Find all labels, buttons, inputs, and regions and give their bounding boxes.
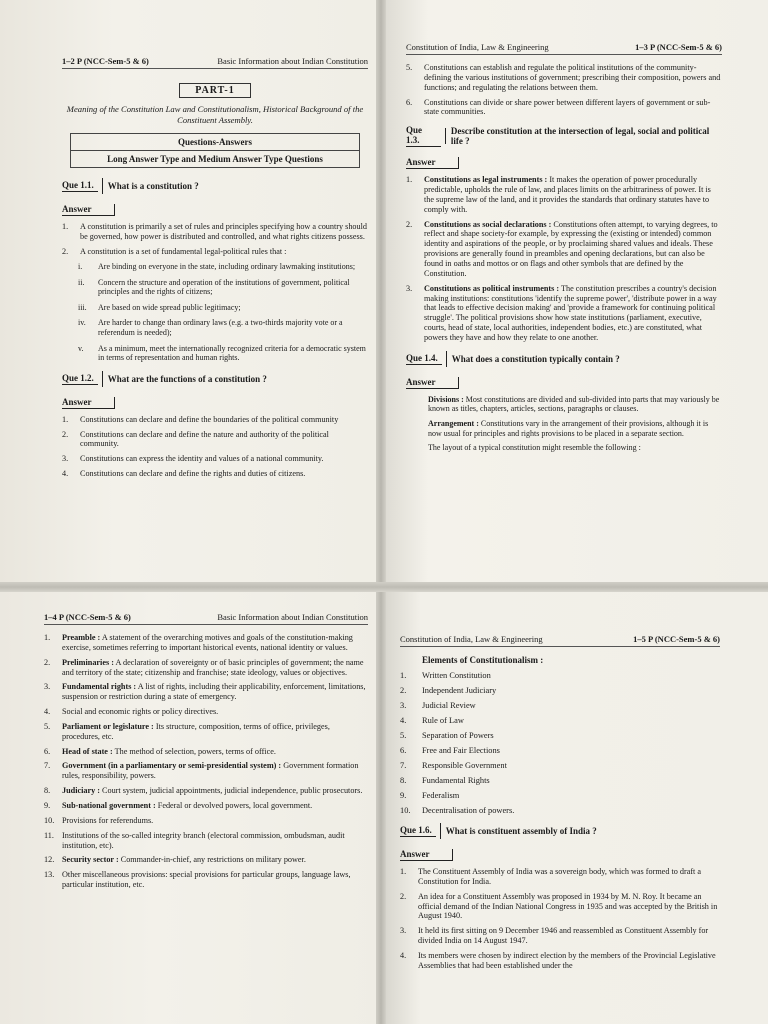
page-number: 1–4 P (NCC-Sem-5 & 6): [44, 612, 131, 622]
list-item: 11. Institutions of the so-called integrity branch (electoral commission, ombudsman, audit institution, etc).: [44, 830, 345, 850]
question-number: Que 1.1.: [62, 180, 98, 192]
sub-list-item: iv. Are harder to change than ordinary laws (e.g. a two-thirds majority vote or a referendum is needed);: [78, 318, 343, 337]
question-number: Que 1.4.: [406, 353, 442, 365]
sub-list-item: i. Are binding on everyone in the state, including ordinary lawmaking institutions;: [78, 262, 356, 271]
list-item: 2. Constitutions can declare and define the nature and authority of the political community.: [62, 429, 329, 449]
question-heading: [406, 125, 722, 147]
page-number: 1–5 P (NCC-Sem-5 & 6): [633, 634, 720, 644]
list-item: 2. Independent Judiciary: [400, 686, 497, 695]
list-item: 1. Preamble : A statement of the overarching motives and goals of the constitution-making exercise, sometimes referring to important historical events, national identity or values.: [44, 633, 353, 652]
qa-subtitle: Long Answer Type and Medium Answer Type Questions: [71, 150, 359, 167]
answer-label: Answer: [406, 377, 459, 389]
running-header: [406, 42, 722, 55]
question-number: Que 1.6.: [400, 825, 436, 837]
page-number: 1–3 P (NCC-Sem-5 & 6): [635, 42, 722, 52]
page-1-4: [0, 588, 382, 1024]
list-item: 9. Sub-national government : Federal or devolved powers, local government.: [44, 800, 313, 810]
running-header: [44, 612, 368, 625]
page-fold-divider: [0, 582, 768, 592]
answer-label: Answer: [400, 849, 453, 861]
list-item: 4. Social and economic rights or policy directives.: [44, 707, 219, 717]
page-number: 1–2 P (NCC-Sem-5 & 6): [62, 56, 149, 66]
list-item: 4. Constitutions can declare and define the rights and duties of citizens.: [62, 469, 306, 479]
list-item: 5. Parliament or legislature : Its structure, composition, terms of office, privileges, procedures, etc.: [44, 721, 330, 741]
list-item: 2. A constitution is a set of fundamental legal-political rules that :: [62, 247, 287, 257]
question-heading: [62, 178, 368, 194]
answer-list: [62, 222, 368, 362]
list-item: 8. Judiciary : Court system, judicial appointments, judicial independence, public prosecutors.: [44, 786, 363, 796]
list-item: 3. Constitutions as political instruments : The constitution prescribes a country's decision making institutions: constitutions 'identify the supreme power', 'distribute power in a way that leads to effective decision making' and 'provide a framework for continuing political struggle'. The political provisions show how state institutions (parliament, executive, courts, head of state, local authorities, independent bodies, etc.) are constituted, what powers they have and how they relate to one another.: [406, 283, 717, 342]
list-item: 2. Constitutions as social declarations : Constitutions often attempt, to varying degrees, to reflect and shape society-for example, by expressing the (existing or intended) common identity and aspirations of the people, or by proclaiming shared values and ideals. These provisions are generally found in preambles and opening declarations, but can also be found in oaths and mottos or on flags and other symbols that are defined by the Constitution.: [406, 219, 718, 278]
part-title: Meaning of the Constitution Law and Constitutionalism, Historical Background of the Constituent Assembly.: [66, 104, 364, 125]
list-item: 10. Provisions for referendums.: [44, 815, 154, 825]
book-title: Constitution of India, Law & Engineering: [400, 634, 543, 644]
answer-label: Answer: [406, 157, 459, 169]
list-item: 7. Government (in a parliamentary or semi-presidential system) : Government formation rules, responsibility, powers.: [44, 761, 359, 781]
list-item: 8. Fundamental Rights: [400, 776, 490, 785]
list-item: 7. Responsible Government: [400, 761, 507, 770]
question-number: Que 1.2.: [62, 373, 98, 385]
question-heading: [406, 351, 722, 367]
list-item: 3. It held its first sitting on 9 December 1946 and reassembled as Constituent Assembly for divided India on 14 August 1947.: [400, 926, 709, 946]
sub-list-item: v. As a minimum, meet the internationally recognized criteria for a democratic system in terms of representation and human rights.: [78, 343, 366, 363]
list-item: 3. Fundamental rights : A list of rights, including their applicability, enforcement, limitations, suspension or restriction during a state of emergency.: [44, 682, 366, 702]
part-label: PART-1: [179, 83, 251, 98]
chapter-title: Basic Information about Indian Constitution: [217, 56, 368, 66]
answer-paragraph: Divisions : Most constitutions are divided and sub-divided into parts that may variously be known as titles, chapters, articles, sections, paragraphs or clauses.: [428, 394, 720, 414]
list-item: 2. Preliminaries : A declaration of sovereignty or of basic principles of government; the name and territory of the state; citizenship and franchise; state ideology, values or objectives.: [44, 657, 364, 677]
running-header: [400, 634, 720, 647]
answer-list: [62, 415, 368, 479]
contents-list: [44, 633, 368, 890]
page-1-3: [382, 0, 768, 588]
list-item: 1. A constitution is primarily a set of rules and principles specifying how a country should be governed, how power is distributed and controlled, and what rights citizens possess.: [62, 222, 367, 242]
list-item: 6. Free and Fair Elections: [400, 746, 500, 755]
list-item: 3. Judicial Review: [400, 701, 476, 710]
list-item: 6. Head of state : The method of selection, powers, terms of office.: [44, 746, 276, 756]
question-text: What is a constitution ?: [107, 181, 199, 192]
question-heading: [400, 823, 720, 839]
sub-list-item: ii. Concern the structure and operation of the institutions of government, political principles and the rights of citizens;: [78, 277, 350, 297]
page-1-2: [0, 0, 382, 588]
answer-paragraph: The layout of a typical constitution might resemble the following :: [428, 443, 641, 453]
answer-paragraph: Arrangement : Constitutions vary in the arrangement of their provisions, although it is now usual for principles and rights provisions to be placed in a separate section.: [428, 418, 709, 438]
list-item: 10. Decentralisation of powers.: [400, 806, 515, 815]
list-item: 2. An idea for a Constituent Assembly was proposed in 1934 by M. N. Roy. It became an official demand of the Indian National Congress in 1935 and was accepted by the British in August 1940.: [400, 891, 718, 921]
list-item: 6. Constitutions can divide or share power between different layers of government or sub-state communities.: [406, 97, 711, 117]
qa-section-box: [70, 133, 360, 168]
answer-list: [400, 867, 720, 971]
list-item: 4. Rule of Law: [400, 716, 464, 725]
question-text: What is constituent assembly of India ?: [445, 826, 597, 836]
question-heading: [62, 371, 368, 387]
answer-label: Answer: [62, 397, 115, 409]
sub-list-item: iii. Are based on wide spread public legitimacy;: [78, 302, 241, 312]
list-item: 13. Other miscellaneous provisions: special provisions for particular groups, language laws, particular institution, etc.: [44, 870, 351, 890]
list-item: 12. Security sector : Commander-in-chief, any restrictions on military power.: [44, 855, 306, 865]
list-item: 1. Constitutions as legal instruments : It makes the operation of power procedurally predictable, upholds the rule of law, and places limits on the arbitrariness of power. It is the supreme law of the land, and it provides the standards that ordinary statutes have to comply with.: [406, 175, 711, 214]
list-item: 1. Written Constitution: [400, 671, 491, 680]
qa-title: Questions-Answers: [177, 137, 252, 148]
list-item: 3. Constitutions can express the identity and values of a national community.: [62, 454, 324, 464]
question-text: What does a constitution typically contain ?: [451, 353, 620, 364]
elements-title: Elements of Constitutionalism :: [422, 655, 544, 665]
list-item: 1. The Constituent Assembly of India was a sovereign body, which was formed to draft a Constitution for India.: [400, 867, 702, 886]
question-text: Describe constitution at the intersection of legal, social and political life ?: [450, 126, 710, 147]
list-item: 4. Its members were chosen by indirect election by the members of the Provincial Legislative Assemblies that had been established under the: [400, 950, 716, 970]
chapter-title: Basic Information about Indian Constitution: [217, 612, 368, 622]
book-title: Constitution of India, Law & Engineering: [406, 42, 549, 52]
question-number: Que 1.3.: [406, 125, 441, 147]
list-item: 5. Constitutions can establish and regulate the political institutions of the community- defining the various institutions of government; prescribing their composition, powers and functions; and regulating the relations between them.: [406, 63, 721, 92]
list-item: 5. Separation of Powers: [400, 731, 494, 740]
elements-list: [400, 671, 720, 815]
list-item: 1. Constitutions can declare and define the boundaries of the political community: [62, 414, 339, 424]
list-item: 9. Federalism: [400, 791, 460, 800]
page-1-5: [382, 588, 768, 1024]
book-gutter: [376, 0, 386, 1024]
answer-label: Answer: [62, 204, 115, 216]
running-header: [62, 56, 368, 69]
question-text: What are the functions of a constitution ?: [107, 373, 267, 384]
